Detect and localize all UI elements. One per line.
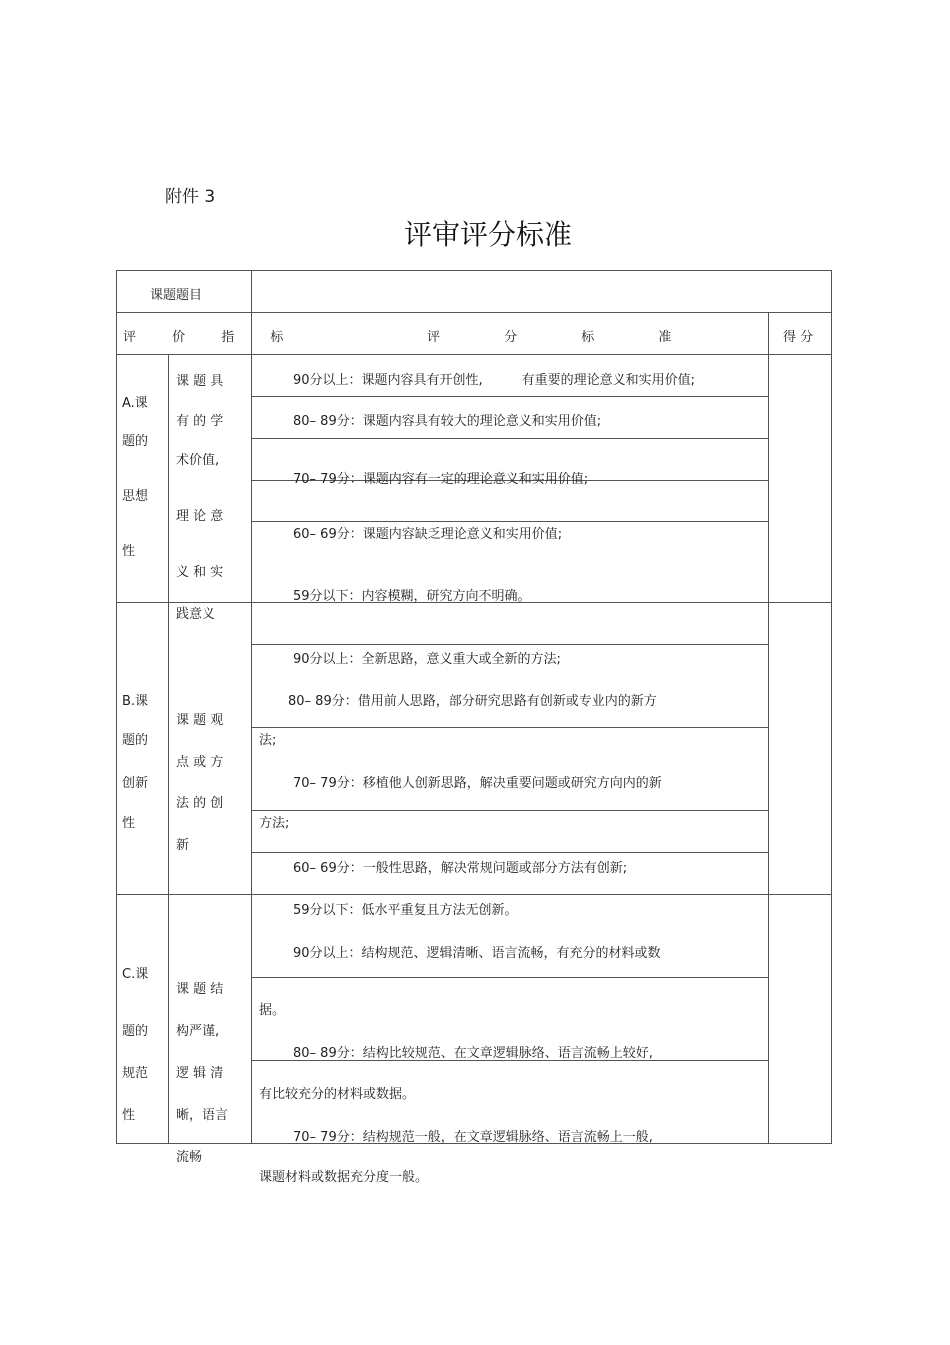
table-rule: [251, 644, 768, 645]
indicator-line: 践意义: [176, 607, 216, 622]
indicator-line: 逻 辑 清: [176, 1066, 224, 1081]
indicator-line: 课 题 结: [176, 982, 224, 997]
category-line: 题的: [122, 434, 149, 449]
category-line: 性: [122, 544, 136, 559]
criteria-line: 90分以上：全新思路，意义重大或全新的方法;: [293, 652, 561, 667]
indicator-line: 有 的 学: [176, 414, 224, 429]
criteria-line: 80– 89分：结构比较规范、在文章逻辑脉络、语言流畅上较好,: [293, 1046, 653, 1061]
document-title: 评审评分标准: [404, 218, 573, 251]
criteria-line: 法;: [259, 733, 277, 748]
criteria-line: 60– 69分：一般性思路，解决常规问题或部分方法有创新;: [293, 861, 628, 876]
table-rule: [116, 270, 832, 271]
table-rule: [116, 270, 117, 1143]
criteria-line: 70– 79分：课题内容有一定的理论意义和实用价值;: [293, 472, 589, 487]
indicator-line: 义 和 实: [176, 565, 224, 580]
topic-value-cell[interactable]: [256, 275, 826, 309]
indicator-line: 新: [176, 838, 190, 853]
table-rule: [251, 270, 252, 1143]
score-cell[interactable]: [772, 358, 828, 598]
criteria-line: 70– 79分：移植他人创新思路，解决重要问题或研究方向内的新: [293, 776, 662, 791]
score-cell[interactable]: [772, 606, 828, 890]
table-rule: [251, 438, 768, 439]
indicator-line: 点 或 方: [176, 755, 224, 770]
header-score: 得 分: [783, 330, 814, 345]
table-rule: [251, 727, 768, 728]
criteria-line: 70– 79分：结构规范一般，在文章逻辑脉络、语言流畅上一般,: [293, 1130, 653, 1145]
table-rule: [116, 312, 832, 313]
category-line: B.课: [122, 694, 149, 709]
table-rule: [831, 270, 832, 1143]
category-line: 性: [122, 816, 136, 831]
category-line: 创新: [122, 776, 149, 791]
criteria-line: 80– 89分：课题内容具有较大的理论意义和实用价值;: [293, 414, 602, 429]
indicator-line: 理 论 意: [176, 509, 224, 524]
criteria-line: 60– 69分：课题内容缺乏理论意义和实用价值;: [293, 527, 563, 542]
table-rule: [116, 354, 832, 355]
table-rule: [768, 312, 769, 1143]
indicator-line: 课 题 观: [176, 713, 224, 728]
topic-label: 课题题目: [150, 288, 203, 303]
category-line: 题的: [122, 733, 149, 748]
criteria-line: 59分以下：低水平重复且方法无创新。: [293, 903, 518, 918]
category-line: 性: [122, 1108, 136, 1123]
criteria-line: 90分以上：课题内容具有开创性, 有重要的理论意义和实用价值;: [293, 373, 696, 388]
table-rule: [251, 521, 768, 522]
indicator-line: 构严谨,: [176, 1024, 220, 1039]
indicator-line: 流畅: [176, 1150, 203, 1165]
indicator-line: 晰，语言: [176, 1108, 229, 1123]
criteria-line: 90分以上：结构规范、逻辑清晰、语言流畅，有充分的材料或数: [293, 946, 661, 961]
header-indicator: 评 价 指 标: [123, 330, 300, 345]
criteria-line: 有比较充分的材料或数据。: [259, 1087, 416, 1102]
attachment-label: 附件 3: [165, 187, 216, 207]
indicator-line: 法 的 创: [176, 796, 224, 811]
header-criteria: 评 分 标 准: [427, 330, 702, 345]
table-rule: [251, 396, 768, 397]
table-rule: [251, 852, 768, 853]
table-rule: [251, 810, 768, 811]
category-line: 题的: [122, 1024, 149, 1039]
table-rule: [116, 894, 832, 895]
score-cell[interactable]: [772, 898, 828, 1139]
indicator-line: 术价值,: [176, 453, 220, 468]
category-line: 思想: [122, 489, 149, 504]
category-line: A.课: [122, 396, 148, 411]
criteria-line: 课题材料或数据充分度一般。: [259, 1170, 429, 1185]
category-line: 规范: [122, 1066, 149, 1081]
criteria-line: 据。: [259, 1003, 286, 1018]
table-rule: [251, 977, 768, 978]
table-rule: [168, 354, 169, 1143]
criteria-line: 80– 89分：借用前人思路，部分研究思路有创新或专业内的新方: [288, 694, 657, 709]
criteria-line: 方法;: [259, 816, 290, 831]
indicator-line: 课 题 具: [176, 374, 224, 389]
category-line: C.课: [122, 967, 149, 982]
criteria-line: 59分以下：内容模糊，研究方向不明确。: [293, 589, 531, 604]
